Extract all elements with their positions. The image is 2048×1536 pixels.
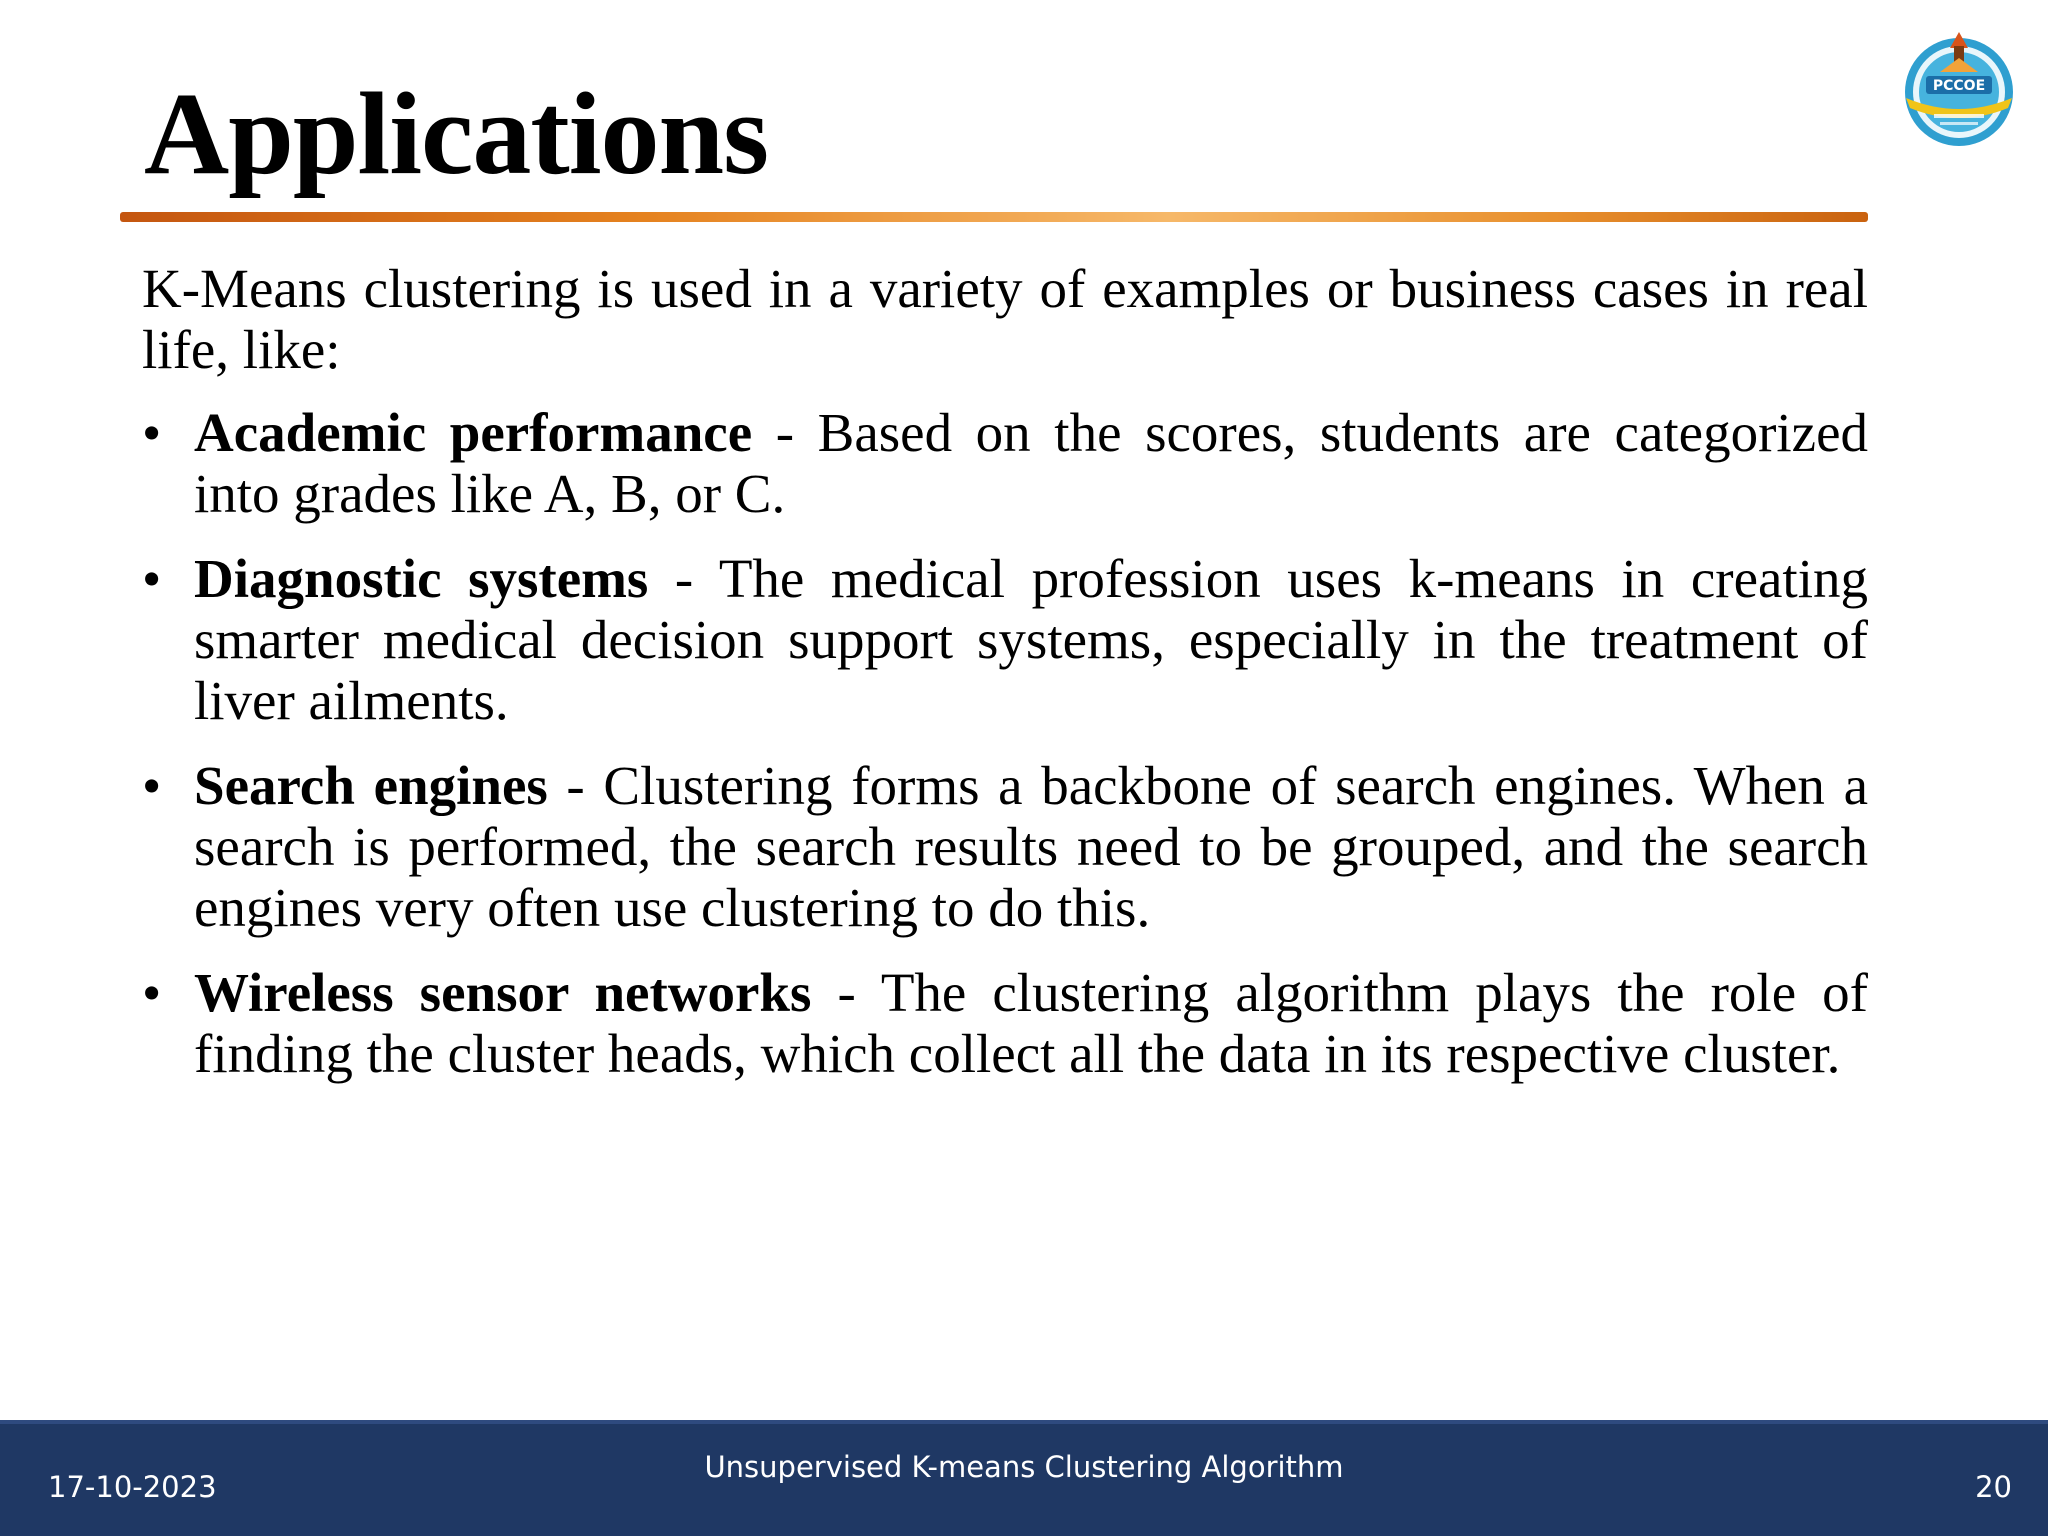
bullet-term: Search engines (194, 755, 548, 816)
intro-paragraph: K-Means clustering is used in a variety of examples or business cases in real life, like: (142, 258, 1868, 380)
bullet-text: - Based on the scores, students are categorized into grades like A, B, or C. (194, 402, 1868, 524)
slide-body (142, 258, 1868, 1108)
bullet-icon: • (142, 962, 162, 1023)
slide-title: Applications (144, 68, 769, 199)
bullet-icon: • (142, 755, 162, 816)
bullet-text: - Clustering forms a backbone of search engines. When a search is performed, the search results need to be grouped, and the search engines very often use clustering to do this. (194, 755, 1868, 938)
footer-title: Unsupervised K-means Clustering Algorithm (704, 1450, 1344, 1484)
bullet-term: Wireless sensor networks (194, 962, 812, 1023)
bullet-icon: • (142, 548, 162, 609)
bullet-term: Diagnostic systems (194, 548, 649, 609)
title-underline (120, 212, 1868, 222)
pccoe-logo-icon (1890, 28, 2028, 150)
bullet-icon: • (142, 402, 162, 463)
applications-list (142, 402, 1868, 1084)
list-item-diagnostic-systems (142, 548, 1868, 731)
list-item-search-engines (142, 755, 1868, 938)
pccoe-logo-graphic (1890, 28, 2028, 150)
page-number: 20 (1975, 1470, 2012, 1504)
footer-date: 17-10-2023 (48, 1470, 217, 1504)
slide-footer (0, 1420, 2048, 1536)
bullet-term: Academic performance (194, 402, 753, 463)
logo-wordmark: PCCOE (1932, 78, 1986, 94)
bullet-text: - The medical profession uses k-means in creating smarter medical decision support systems, especially in the treatment of liver ailments. (194, 548, 1868, 731)
list-item-academic-performance (142, 402, 1868, 524)
bullet-text: - The clustering algorithm plays the role of finding the cluster heads, which collect all the data in its respective cluster. (194, 962, 1868, 1084)
list-item-wireless-sensor-networks (142, 962, 1868, 1084)
